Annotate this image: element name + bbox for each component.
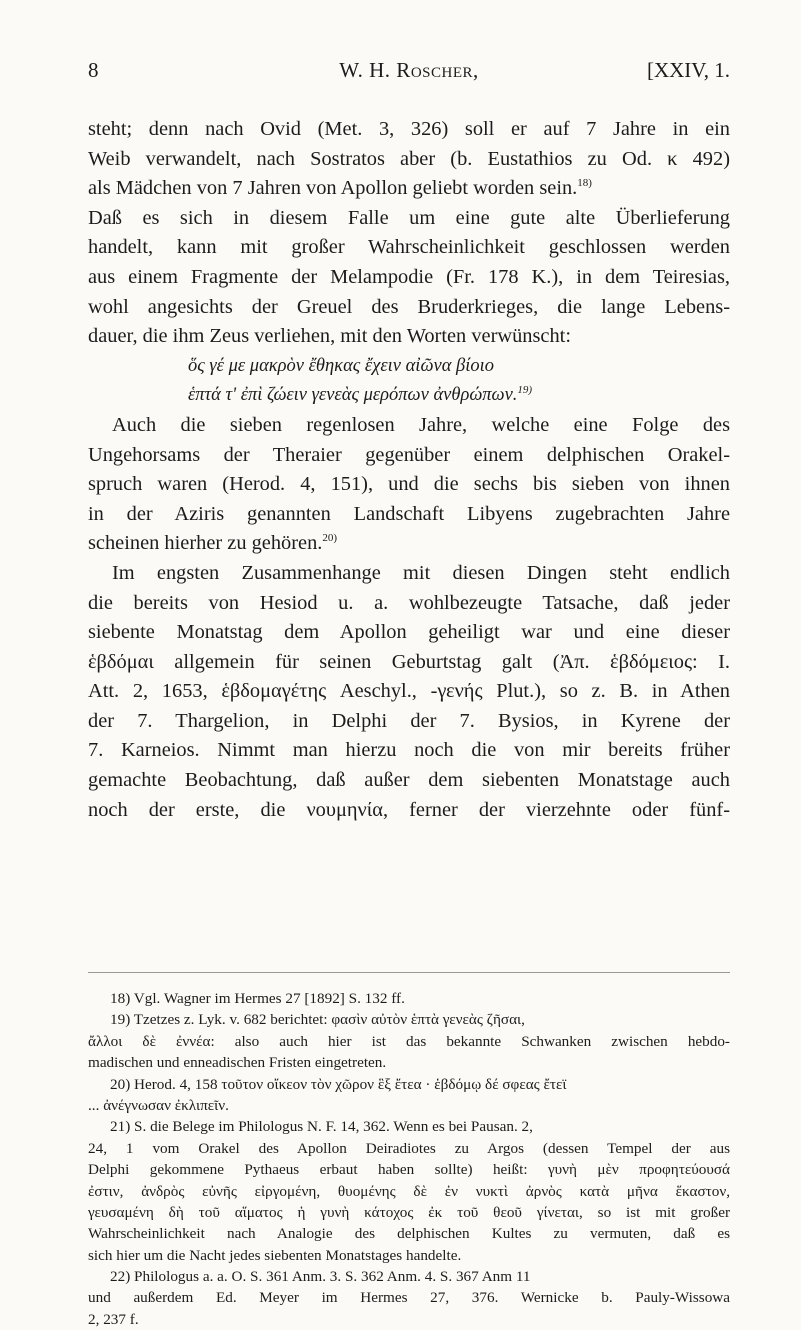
footnote-20-cont: ... ἀνέγνωσαν ἐκλιπεῖν. (88, 1096, 229, 1114)
text-line: gemachte Beobachtung, daß außer dem siebenten Monatstage auch (88, 769, 730, 792)
footnote-marker: 20) (322, 532, 338, 545)
footnote-18: 18) Vgl. Wagner im Hermes 27 [1892] S. 132 ff. (110, 990, 405, 1007)
text-line-part: scheinen hierher zu gehören. (88, 532, 323, 555)
main-text (88, 115, 730, 825)
greek-verse-part: ἑπτά τ' ἐπὶ ζώειν γενεὰς μερόπων ἀνθρώπων. (188, 385, 518, 406)
section-reference: [XXIV, 1. (646, 58, 730, 82)
footnote-21-cont: 24, 1 vom Orakel des Apollon Deiradiotes zu Argos (dessen Tempel der aus (88, 1139, 730, 1157)
footnote-22-cont: und außerdem Ed. Meyer im Hermes 27, 376. Wernicke b. Pauly-Wissowa (88, 1289, 730, 1307)
footnote-22-cont: 2, 237 f. (88, 1310, 139, 1328)
page-number: 8 (88, 58, 99, 82)
text-line: steht; denn nach Ovid (Met. 3, 326) soll er auf 7 Jahre in ein (88, 118, 730, 140)
footnote-21-cont: Wahrscheinlichkeit nach Analogie des delphischen Kultes zu vermuten, daß es (88, 1225, 730, 1243)
text-line: handelt, kann mit großer Wahrscheinlichkeit geschlossen werden (88, 236, 730, 259)
footnote-21: 21) S. die Belege im Philologus N. F. 14, 362. Wenn es bei Pausan. 2, (110, 1118, 533, 1136)
greek-verse: ὅς γέ με μακρὸν ἔθηκας ἔχειν αἰῶνα βίοιο (188, 355, 495, 376)
text-line: Weib verwandelt, nach Sostratos aber (b. Eustathios zu Od. κ 492) (88, 147, 730, 170)
running-title: W. H. Roscher, (339, 58, 479, 82)
text-line: Im engsten Zusammenhange mit diesen Dingen steht endlich (112, 561, 730, 584)
footnote-19-cont: ἄλλοι δὲ ἐννέα: also auch hier ist das bekannte Schwanken zwischen hebdo- (88, 1032, 730, 1050)
footnote-20: 20) Herod. 4, 158 τοῦτον οἴκεον τὸν χῶρον ἓξ ἔτεα · ἑβδόμῳ δέ σφεας ἔτεϊ (110, 1075, 567, 1093)
footnote-22: 22) Philologus a. a. O. S. 361 Anm. 3. S. 362 Anm. 4. S. 367 Anm 11 (110, 1268, 531, 1286)
footnote-19-cont: madischen und enneadischen Fristen eingetreten. (88, 1054, 387, 1072)
footnote-19: 19) Tzetzes z. Lyk. v. 682 berichtet: φασὶν αὐτὸν ἑπτὰ γενεὰς ζῆσαι, (110, 1011, 525, 1029)
text-line: noch der erste, die νουμηνία, ferner der vierzehnte oder fünf- (88, 798, 730, 821)
text-line: spruch waren (Herod. 4, 151), und die sechs bis sieben von ihnen (88, 473, 730, 496)
text-line: siebente Monatstag dem Apollon geheiligt war und eine dieser (88, 621, 730, 644)
footnotes (88, 988, 730, 1330)
footnote-21-cont: sich hier um die Nacht jedes siebenten Monatstages handelte. (88, 1246, 462, 1264)
footnote-marker: 19) (517, 384, 533, 397)
text-line: wohl angesichts der Greuel des Bruderkrieges, die lange Lebens- (88, 295, 730, 318)
footnote-21-cont: Delphi gekommene Pythaeus erbaut haben sollte) heißt: γυνὴ μὲν προφητεύουσά (88, 1161, 730, 1179)
text-line: Ungehorsams der Theraier gegenüber einem delphischen Orakel- (88, 443, 730, 466)
text-line: Att. 2, 1653, ἑβδομαγέτης Aeschyl., -γενής Plut.), so z. B. in Athen (88, 680, 730, 703)
text-line (88, 174, 730, 204)
text-line: der 7. Thargelion, in Delphi der 7. Bysios, in Kyrene der (88, 709, 730, 732)
footnote-rule (88, 972, 730, 973)
text-line: Daß es sich in diesem Falle um eine gute alte Überlieferung (88, 206, 730, 229)
text-line: in der Aziris genannten Landschaft Libyens zugebrachten Jahre (88, 502, 730, 525)
footnote-21-cont: ἐστιν, ἀνδρὸς εὐνῆς εἰργομένη, θυομένης δὲ ἐν νυκτὶ ἀρνὸς κατὰ μῆνα ἕκαστον, (88, 1182, 730, 1200)
greek-verse (88, 381, 730, 411)
footnote-21-cont: γευσαμένη δὴ τοῦ αἵματος ἡ γυνὴ κάτοχος ἐκ τοῦ θεοῦ γίνεται, so ist mit großer (88, 1203, 730, 1221)
text-line: aus einem Fragmente der Melampodie (Fr. 178 K.), in dem Teiresias, (88, 265, 730, 288)
text-line: ἑβδόμαι allgemein für seinen Geburtstag galt (Ἀπ. ἑβδόμειος: I. (88, 650, 730, 673)
page-header (88, 58, 730, 86)
text-line: Auch die sieben regenlosen Jahre, welche eine Folge des (112, 413, 730, 436)
text-line: dauer, die ihm Zeus verliehen, mit den Worten verwünscht: (88, 325, 572, 348)
text-line (88, 529, 730, 559)
text-line: die bereits von Hesiod u. a. wohlbezeugte Tatsache, daß jeder (88, 591, 730, 614)
text-line-part: als Mädchen von 7 Jahren von Apollon geliebt worden sein. (88, 177, 578, 200)
text-line: 7. Karneios. Nimmt man hierzu noch die von mir bereits früher (88, 739, 730, 762)
footnote-marker: 18) (577, 177, 592, 190)
